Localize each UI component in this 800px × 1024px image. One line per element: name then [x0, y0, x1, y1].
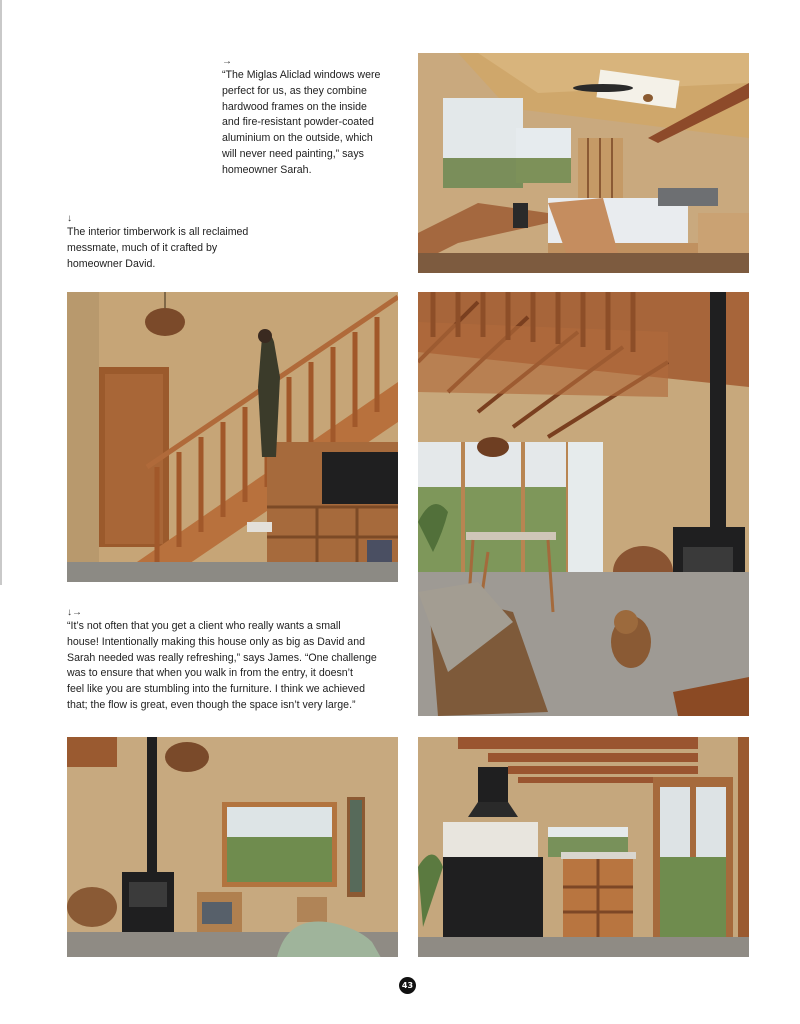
caption-arrow: →	[222, 56, 232, 67]
photo-kitchen	[418, 737, 749, 957]
photo-living-dining	[418, 292, 749, 716]
caption-text: “It’s not often that you get a client who really wants a small house! Intentionally making this house only as big as David and Sarah needed was really refreshing,” says James. “One challenge was to ensure that when you walk in from the entry, it doesn’t feel like you are stumbling into the furniture. I think we achieved that; the flow is great, even though the space isn’t very large.”	[67, 620, 377, 711]
page-edge-strip	[0, 0, 2, 585]
page-number: 43	[399, 977, 416, 994]
photo-wood-stove	[67, 737, 398, 957]
photo-loft-bedroom	[418, 53, 749, 273]
caption-windows	[222, 55, 407, 179]
caption-quote	[67, 606, 407, 714]
caption-text: The interior timberwork is all reclaimed messmate, much of it crafted by homeowner David.	[67, 226, 249, 270]
caption-arrow: ↓→	[67, 607, 82, 618]
caption-timber	[67, 212, 282, 272]
caption-text: “The Miglas Aliclad windows were perfect for us, as they combine hardwood frames on the inside and fire-resistant powder-coated aluminium on the outside, which will never need painting,” says homeowner Sarah.	[222, 69, 381, 176]
caption-arrow: ↓	[67, 213, 72, 224]
photo-staircase	[67, 292, 398, 582]
